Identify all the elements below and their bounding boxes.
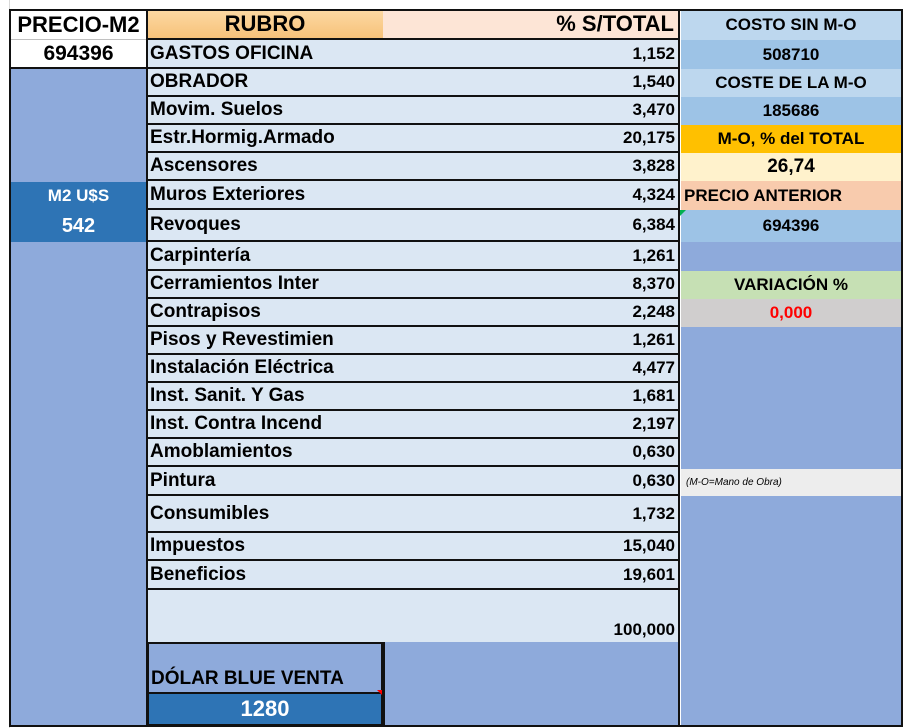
border-right (901, 10, 903, 726)
rubro-pct: 19,601 (623, 564, 675, 584)
coste-mo-label[interactable]: COSTE DE LA M-O (681, 69, 901, 97)
rubro-pct: 8,370 (632, 274, 675, 293)
rubro-name: Pisos y Revestimien (150, 329, 334, 350)
rubro-name: OBRADOR (150, 71, 249, 92)
rubro-pct: 3,828 (632, 156, 675, 175)
border-col2 (678, 10, 680, 726)
rubro-pct: 1,732 (632, 503, 675, 523)
rubro-name: Muros Exteriores (150, 183, 306, 205)
border-left (9, 10, 11, 726)
rubro-name: Movim. Suelos (150, 99, 284, 120)
total-value[interactable]: 100,000 (613, 620, 675, 639)
variacion-label[interactable]: VARIACIÓN % (681, 271, 901, 299)
rubro-pct: 0,630 (632, 470, 675, 490)
dolar-blue-value[interactable]: 1280 (149, 692, 381, 724)
table-row[interactable] (147, 242, 678, 271)
rubro-name: Revoques (150, 214, 241, 235)
rubro-pct: 2,197 (632, 414, 675, 433)
table-row[interactable] (147, 271, 678, 299)
border-col1 (146, 10, 148, 726)
mo-pct-label[interactable]: M-O, % del TOTAL (681, 125, 901, 153)
rubro-name: Estr.Hormig.Armado (150, 127, 335, 148)
table-row[interactable] (147, 40, 678, 69)
precio-anterior-value[interactable]: 694396 (681, 210, 901, 242)
table-row[interactable] (147, 496, 678, 533)
table-row[interactable] (147, 327, 678, 355)
rubro-pct: 1,261 (632, 245, 675, 265)
coste-mo-value[interactable]: 185686 (681, 97, 901, 125)
rubro-name: Ascensores (150, 155, 258, 176)
rubro-pct: 3,470 (632, 100, 675, 119)
mo-pct-value[interactable]: 26,74 (681, 153, 901, 181)
table-row[interactable] (147, 125, 678, 153)
comment-indicator (377, 690, 382, 695)
table-row[interactable] (147, 355, 678, 383)
rubro-name: Consumibles (150, 502, 270, 524)
rubro-header[interactable]: RUBRO (147, 10, 383, 40)
rubro-name: Beneficios (150, 563, 247, 585)
rubro-name: GASTOS OFICINA (150, 42, 314, 64)
variacion-value[interactable]: 0,000 (681, 299, 901, 327)
rubro-name: Inst. Sanit. Y Gas (150, 385, 305, 406)
comment-indicator-green (680, 210, 686, 216)
table-row[interactable] (147, 411, 678, 439)
rubro-name: Instalación Eléctrica (150, 357, 334, 378)
border-bottom (9, 725, 903, 727)
rubro-pct: 1,152 (632, 43, 675, 63)
rubro-pct: 4,477 (632, 358, 675, 377)
table-row[interactable] (147, 69, 678, 97)
mo-note: (M-O=Mano de Obra) (681, 469, 901, 496)
rubro-pct: 0,630 (632, 442, 675, 461)
dolar-blue-label[interactable]: DÓLAR BLUE VENTA (151, 668, 344, 689)
rubro-pct: 20,175 (623, 128, 675, 147)
table-row[interactable] (147, 97, 678, 125)
table-row[interactable] (147, 153, 678, 181)
precio-m2-value[interactable]: 694396 (10, 40, 147, 69)
rubro-name: Carpintería (150, 244, 251, 266)
table-row[interactable] (147, 533, 678, 561)
precio-m2-label[interactable]: PRECIO-M2 (10, 10, 147, 40)
precio-anterior-label[interactable]: PRECIO ANTERIOR (681, 181, 901, 210)
border-top (9, 9, 903, 11)
table-row[interactable] (147, 181, 678, 210)
table-row[interactable] (147, 383, 678, 411)
rubro-name: Inst. Contra Incend (150, 413, 323, 434)
m2-usd-label[interactable]: M2 U$S (10, 182, 147, 210)
table-row[interactable] (147, 210, 678, 242)
table-row[interactable] (147, 439, 678, 467)
rubro-name: Impuestos (150, 535, 246, 556)
table-row[interactable] (147, 561, 678, 590)
rubro-pct: 6,384 (632, 215, 675, 234)
rubro-name: Cerramientos Inter (150, 273, 319, 294)
rubro-pct: 4,324 (632, 184, 675, 204)
rubro-pct: 1,540 (632, 72, 675, 91)
rubro-pct: 1,681 (632, 386, 675, 405)
costo-sin-mo-label[interactable]: COSTO SIN M-O (681, 10, 901, 40)
rubro-name: Amoblamientos (150, 441, 293, 462)
rubro-pct: 2,248 (632, 302, 675, 321)
m2-usd-value[interactable]: 542 (10, 210, 147, 242)
rubro-pct: 15,040 (623, 536, 675, 555)
rubro-name: Contrapisos (150, 301, 261, 322)
rubro-name: Pintura (150, 469, 216, 491)
border-mid-bottom (383, 642, 385, 726)
table-row[interactable] (147, 299, 678, 327)
left-column-fill (10, 69, 147, 726)
table-row[interactable] (147, 467, 678, 496)
pct-total-header[interactable]: % S/TOTAL (383, 10, 678, 40)
costo-sin-mo-value[interactable]: 508710 (681, 40, 901, 69)
rubro-pct: 1,261 (632, 330, 675, 349)
